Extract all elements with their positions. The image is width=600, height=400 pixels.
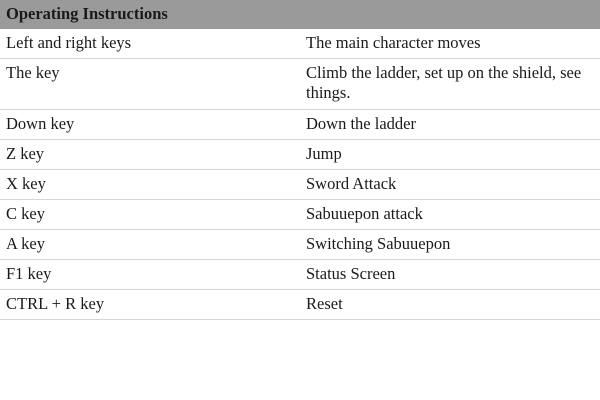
- table-body: [0, 29, 600, 320]
- row-key: The key: [6, 63, 60, 83]
- row-description: Sabuuepon attack: [306, 203, 423, 223]
- table-row: [0, 139, 600, 169]
- row-key: CTRL + R key: [6, 294, 105, 314]
- row-key: X key: [6, 173, 46, 193]
- row-key: F1 key: [6, 264, 52, 284]
- table-row: [0, 230, 600, 260]
- row-description: Sword Attack: [306, 173, 397, 193]
- row-key: Left and right keys: [6, 33, 132, 53]
- table-title: Operating Instructions: [0, 0, 600, 29]
- row-key: Down key: [6, 113, 75, 133]
- table-row: [0, 260, 600, 290]
- table-row: [0, 59, 600, 109]
- row-key: C key: [6, 203, 45, 223]
- row-description: Down the ladder: [306, 113, 416, 133]
- row-key: Z key: [6, 143, 45, 163]
- row-description: Status Screen: [306, 264, 396, 284]
- table-row: [0, 199, 600, 229]
- table-header-row: [0, 0, 600, 29]
- row-description: Switching Sabuuepon: [306, 234, 451, 253]
- row-key: A key: [6, 234, 45, 253]
- table-header: [0, 0, 600, 29]
- table-row: [0, 290, 600, 320]
- table-row: [0, 109, 600, 139]
- row-description: Climb the ladder, set up on the shield, see things.: [306, 63, 582, 103]
- table-row: [0, 29, 600, 59]
- row-description: Reset: [306, 294, 343, 314]
- row-description: The main character moves: [306, 33, 481, 53]
- row-description: Jump: [306, 143, 342, 163]
- table-row: [0, 169, 600, 199]
